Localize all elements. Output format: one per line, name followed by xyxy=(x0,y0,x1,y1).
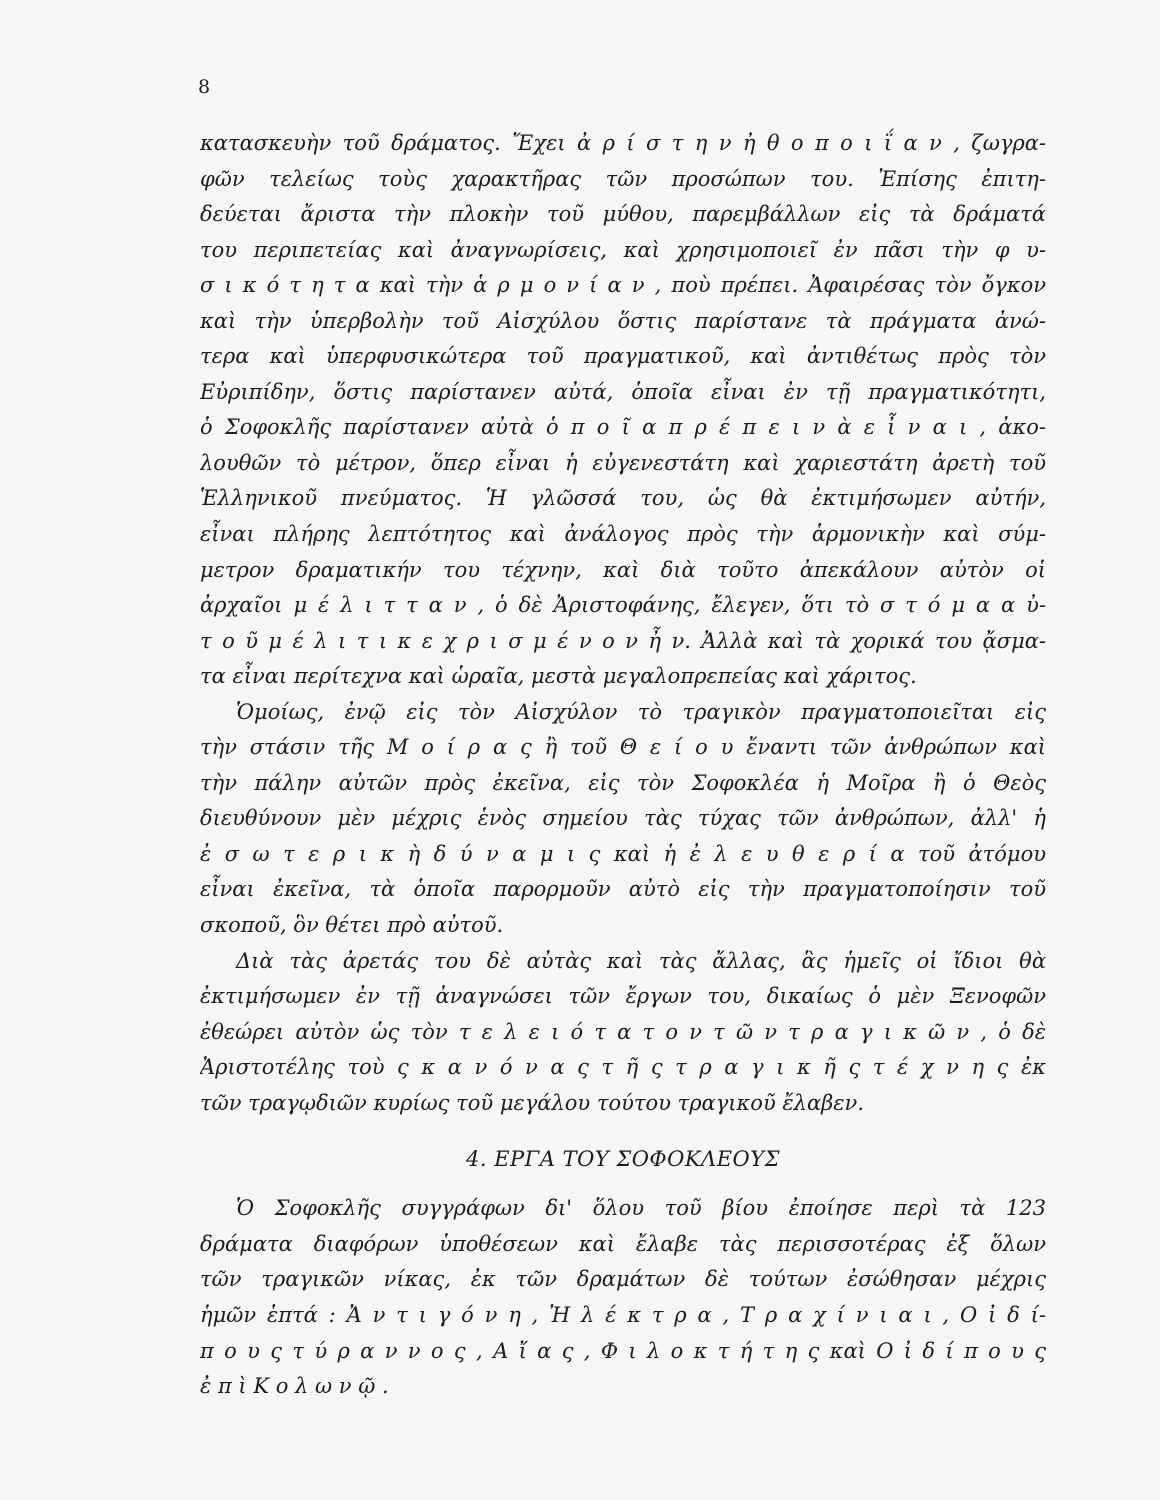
paragraph-fate-and-freedom xyxy=(200,695,1046,944)
section-heading: 4. ΕΡΓΑ ΤΟΥ ΣΟΦΟΚΛΕΟΥΣ xyxy=(466,1147,780,1172)
page-number: 8 xyxy=(198,76,211,98)
text-line: ὁ Σοφοκλῆς παρίστανεν αὐτὰ ὁ π ο ῖ α π ρ έ π ε ι ν ὰ ε ἶ ν α ι , ἀκο- xyxy=(200,415,1046,440)
text-line: τερα καὶ ὑπερφυσικώτερα τοῦ πραγματικοῦ, καὶ ἀντιθέτως πρὸς τὸν xyxy=(200,344,1046,369)
text-line: εἶναι πλήρης λεπτότητος καὶ ἀνάλογος πρὸς τὴν ἁρμονικὴν καὶ σύμ- xyxy=(200,522,1046,547)
text-line: λουθῶν τὸ μέτρον, ὅπερ εἶναι ἡ εὐγενεστάτη καὶ χαριεστάτη ἀρετὴ τοῦ xyxy=(200,450,1046,475)
text-line: τὴν στάσιν τῆς Μ ο ί ρ α ς ἢ τοῦ Θ ε ί ο υ ἔναντι τῶν ἀνθρώπων καὶ xyxy=(200,735,1046,760)
text-line: Ἀριστοτέλης τοὺ ς κ α ν ό ν α ς τ ῆ ς τ ρ α γ ι κ ῆ ς τ έ χ ν η ς ἐκ xyxy=(200,1055,1046,1080)
text-line: Εὐριπίδην, ὅστις παρίστανεν αὐτά, ὁποῖα εἶναι ἐν τῇ πραγματικότητι, xyxy=(200,379,1046,404)
text-line: καὶ τὴν ὑπερβολὴν τοῦ Αἰσχύλου ὅστις παρίστανε τὰ πράγματα ἀνώ- xyxy=(200,308,1046,333)
text-line: κατασκευὴν τοῦ δράματος. Ἔχει ἀ ρ ί σ τ η ν ἠ θ ο π ο ι ΐ α ν , ζωγρα- xyxy=(200,131,1046,155)
text-line: ἡμῶν ἑπτά : Ἀ ν τ ι γ ό ν η , Ἠ λ έ κ τ ρ α , Τ ρ α χ ί ν ι α ι , Ο ἰ δ ί- xyxy=(200,1302,1046,1327)
paragraph-virtues xyxy=(200,944,1046,1122)
text-line: ἐθεώρει αὐτὸν ὡς τὸν τ ε λ ε ι ό τ α τ ο ν τ ῶ ν τ ρ α γ ι κ ῶ ν , ὁ δὲ xyxy=(200,1019,1046,1044)
text-line: Ὁ Σοφοκλῆς συγγράφων δι' ὅλου τοῦ βίου ἐποίησε περὶ τὰ 123 xyxy=(236,1196,1046,1221)
text-line: ἐ σ ω τ ε ρ ι κ ὴ δ ύ ν α μ ι ς καὶ ἡ ἐ λ ε υ θ ε ρ ί α τοῦ ἀτόμου xyxy=(200,841,1046,866)
text-line: του περιπετείας καὶ ἀναγνωρίσεις, καὶ χρησιμοποιεῖ ἐν πᾶσι τὴν φ υ- xyxy=(200,237,1046,262)
text-line: δράματα διαφόρων ὑποθέσεων καὶ ἔλαβε τὰς περισσοτέρας ἐξ ὅλων xyxy=(200,1231,1046,1256)
text-line: τῶν τραγῳδιῶν κυρίως τοῦ μεγάλου τούτου τραγικοῦ ἔλαβεν. xyxy=(200,1090,864,1115)
text-line: εἶναι ἐκεῖνα, τὰ ὁποῖα παρορμοῦν αὐτὸ εἰς τὴν πραγματοποίησιν τοῦ xyxy=(200,877,1046,902)
paragraph-works xyxy=(200,1191,1046,1404)
text-line: τῶν τραγικῶν νίκας, ἐκ τῶν δραμάτων δὲ τούτων ἐσώθησαν μέχρις xyxy=(200,1267,1046,1292)
text-line: π ο υ ς τ ύ ρ α ν ν ο ς , Α ἴ α ς , Φ ι λ ο κ τ ή τ η ς καὶ Ο ἰ δ ί π ο υ ς xyxy=(200,1338,1046,1363)
paragraph-sophocles-art xyxy=(200,126,1046,695)
text-line: ἀρχαῖοι μ έ λ ι τ τ α ν , ὁ δὲ Ἀριστοφάνης, ἔλεγεν, ὅτι τὸ σ τ ό μ α α ὐ- xyxy=(200,593,1046,618)
text-line: διευθύνουν μὲν μέχρις ἑνὸς σημείου τὰς τύχας τῶν ἀνθρώπων, ἀλλ' ἡ xyxy=(200,806,1046,831)
text-line: σ ι κ ό τ η τ α καὶ τὴν ἁ ρ μ ο ν ί α ν , ποὺ πρέπει. Ἀφαιρέσας τὸν ὄγκον xyxy=(200,273,1046,298)
text-line: Ἑλληνικοῦ πνεύματος. Ἡ γλῶσσά του, ὡς θὰ ἐκτιμήσωμεν αὐτήν, xyxy=(200,486,1046,511)
text-line: ἐ π ὶ Κ ο λ ω ν ῷ . xyxy=(200,1374,389,1399)
text-line: τ ο ῦ μ έ λ ι τ ι κ ε χ ρ ι σ μ έ ν ο ν ἦ ν. Ἀλλὰ καὶ τὰ χορικά του ᾄσμα- xyxy=(200,628,1046,653)
text-line: τα εἶναι περίτεχνα καὶ ὡραῖα, μεστὰ μεγαλοπρεπείας καὶ χάριτος. xyxy=(200,664,917,689)
text-line: τὴν πάλην αὐτῶν πρὸς ἐκεῖνα, εἰς τὸν Σοφοκλέα ἡ Μοῖρα ἢ ὁ Θεὸς xyxy=(200,770,1046,795)
text-line: δεύεται ἄριστα τὴν πλοκὴν τοῦ μύθου, παρεμβάλλων εἰς τὰ δράματά xyxy=(200,202,1046,227)
text-line: σκοποῦ, ὃν θέτει πρὸ αὐτοῦ. xyxy=(200,913,504,938)
text-line: Διὰ τὰς ἀρετάς του δὲ αὐτὰς καὶ τὰς ἄλλας, ἃς ἡμεῖς οἱ ἴδιοι θὰ xyxy=(236,948,1046,973)
text-line: φῶν τελείως τοὺς χαρακτῆρας τῶν προσώπων του. Ἐπίσης ἐπιτη- xyxy=(200,166,1046,191)
text-line: Ὁμοίως, ἐνῷ εἰς τὸν Αἰσχύλον τὸ τραγικὸν πραγματοποιεῖται εἰς xyxy=(236,699,1046,724)
text-line: ἐκτιμήσωμεν ἐν τῇ ἀναγνώσει τῶν ἔργων του, δικαίως ὁ μὲν Ξενοφῶν xyxy=(200,984,1046,1009)
text-line: μετρον δραματικήν του τέχνην, καὶ διὰ τοῦτο ἀπεκάλουν αὐτὸν οἱ xyxy=(200,557,1046,582)
text-body xyxy=(200,126,1046,1405)
